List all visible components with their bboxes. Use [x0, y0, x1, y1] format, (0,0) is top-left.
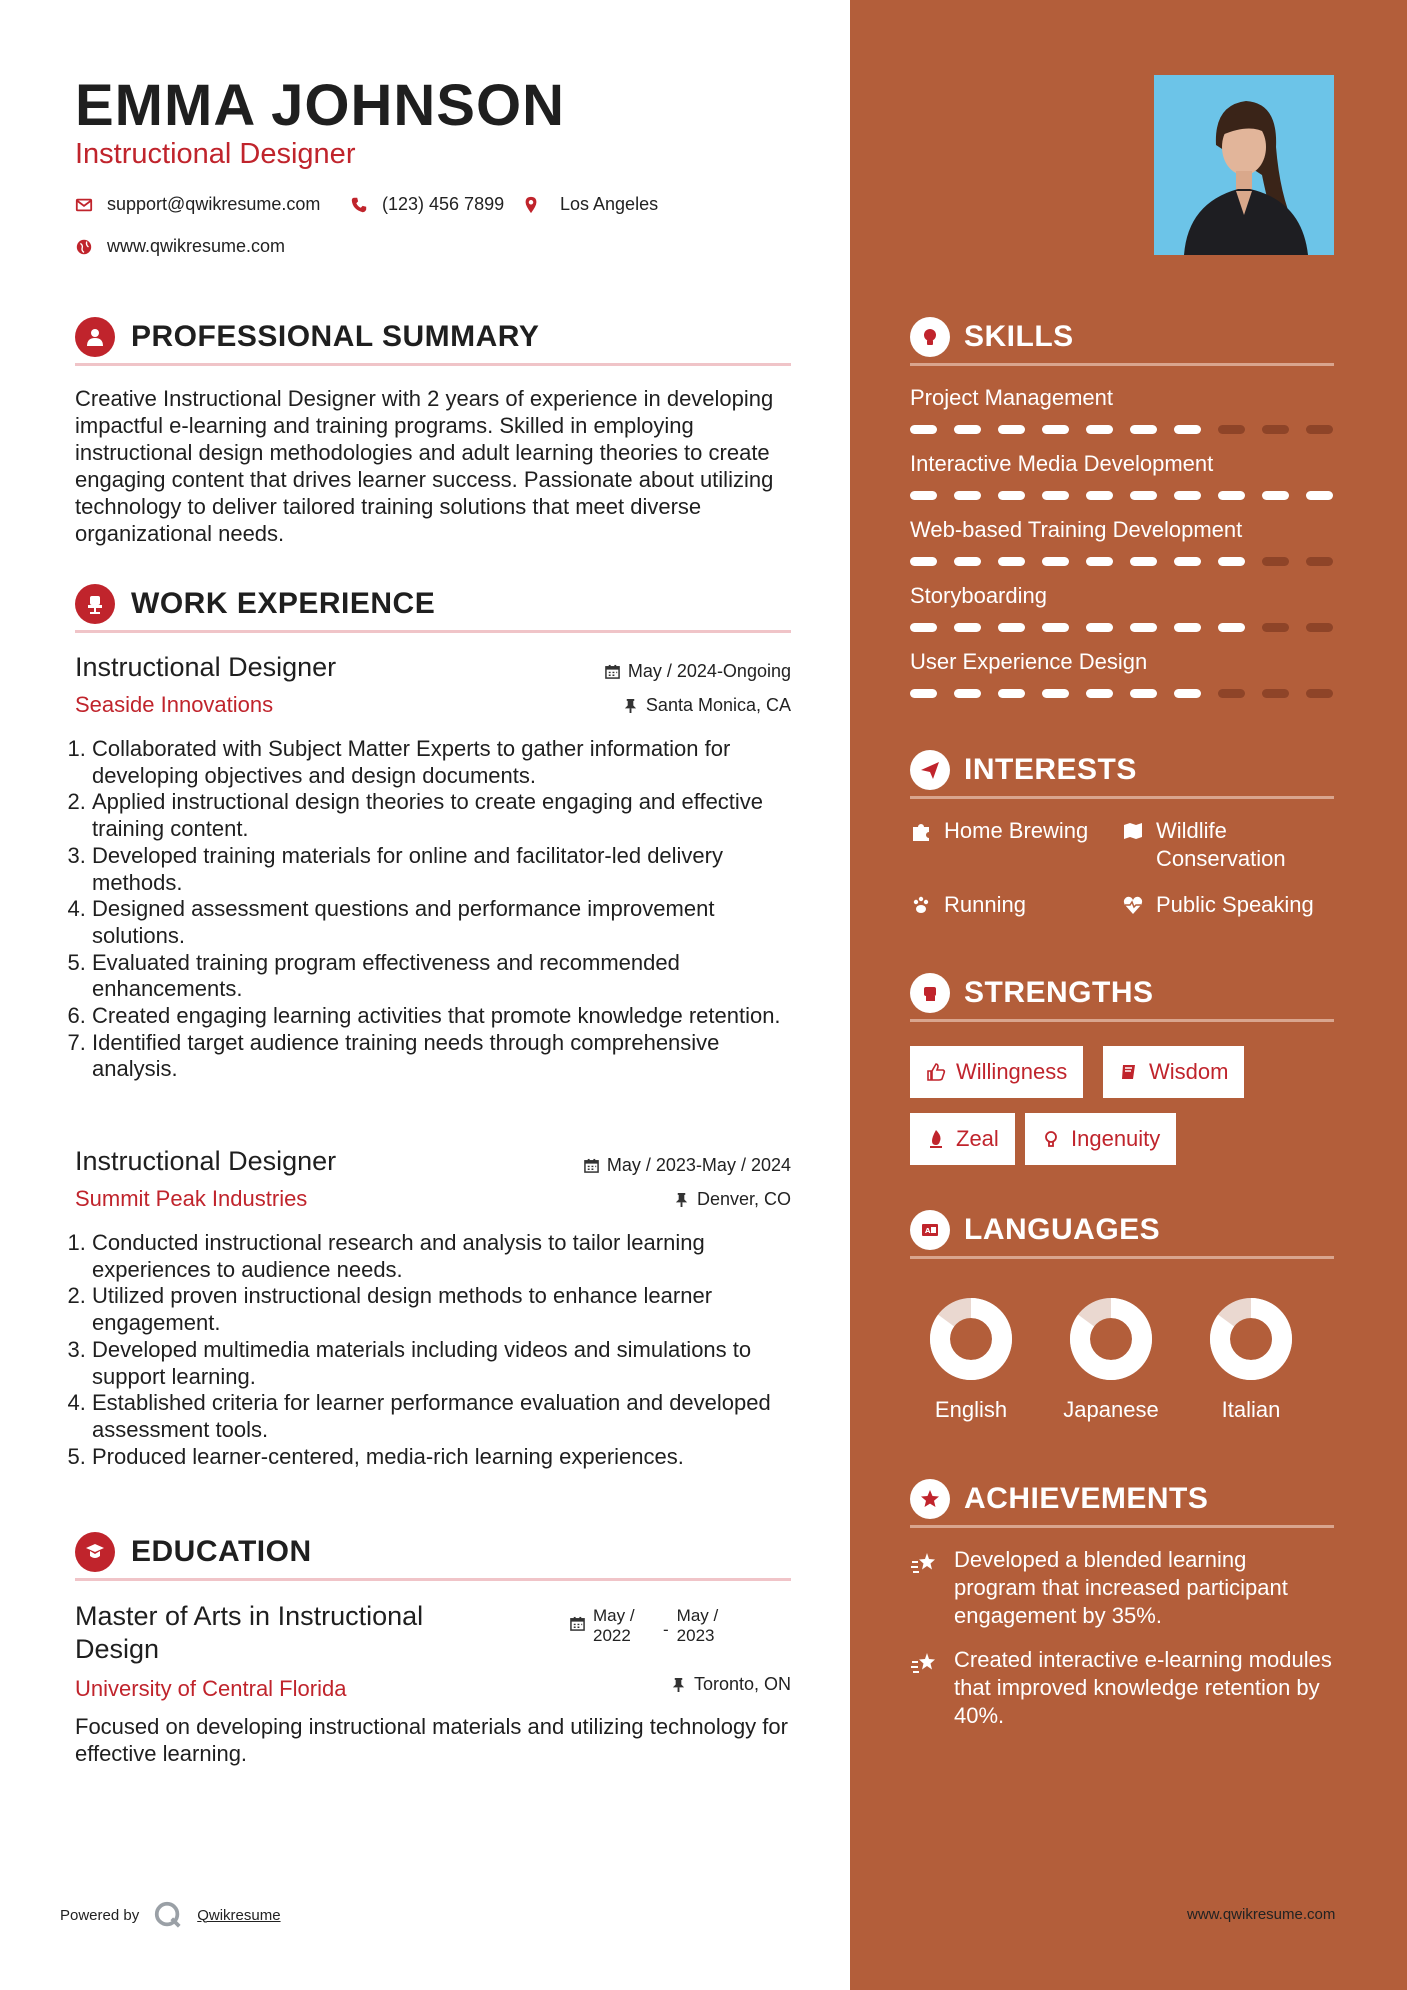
phone-icon	[350, 196, 368, 214]
interest-item: Running	[910, 891, 1026, 919]
company-name: Summit Peak Industries	[75, 1186, 308, 1211]
summary-text: Creative Instructional Designer with 2 years of experience in developing impactful e-learning and training programs. Skilled in employing instructional design methodologies and adult learning theories to create engaging content that drives learner success. Passionate about utilizing technology to deliver tailored training solutions that meet diverse organizational needs.	[75, 386, 774, 546]
job-title: Instructional Designer	[75, 1146, 337, 1176]
lightbulb-icon	[910, 317, 950, 357]
interest-item: Wildlife Conservation	[1122, 817, 1334, 873]
skill-dash-filled	[1042, 557, 1069, 566]
education-title: EDUCATION	[131, 1535, 312, 1568]
skills-divider	[910, 363, 1334, 366]
list-item: 5. Produced learner-centered, media-rich learning experiences.	[92, 1444, 792, 1471]
skills-header	[910, 311, 1334, 363]
qwikresume-link[interactable]: Qwikresume	[197, 1906, 281, 1924]
strengths-title: STRENGTHS	[964, 976, 1154, 1009]
skill-bar	[910, 623, 1334, 633]
skill-dash-filled	[1042, 425, 1069, 434]
skill-bar	[910, 689, 1334, 699]
skill-dash-filled	[1174, 623, 1201, 632]
heartbeat-icon	[1122, 894, 1144, 916]
achievement-item: Created interactive e-learning modules that improved knowledge retention by 40%.	[910, 1646, 1334, 1730]
skill-dash-filled	[1174, 491, 1201, 500]
profile-photo	[1154, 75, 1334, 255]
skill-dash-filled	[1130, 557, 1157, 566]
list-item: 6. Created engaging learning activities that promote knowledge retention.	[92, 1003, 792, 1030]
skills-title: SKILLS	[964, 320, 1074, 353]
paper-plane-icon	[910, 750, 950, 790]
candidate-role: Instructional Designer	[75, 138, 356, 170]
list-item: 4. Established criteria for learner performance evaluation and developed assessment tools.	[92, 1390, 792, 1443]
skill-dash-filled	[1086, 491, 1113, 500]
skill-dash-filled	[1086, 425, 1113, 434]
user-icon	[75, 317, 115, 357]
language-label: English	[934, 1397, 1008, 1422]
paw-icon	[910, 894, 932, 916]
skill-dash-filled	[1130, 491, 1157, 500]
star-icon	[910, 1479, 950, 1519]
globe-icon	[75, 238, 93, 256]
skill-bar	[910, 557, 1334, 567]
strength-chip: Ingenuity	[1025, 1113, 1176, 1165]
skill-label: Storyboarding	[910, 583, 1047, 608]
skill-label: Interactive Media Development	[910, 451, 1214, 476]
skill-dash-filled	[1174, 425, 1201, 434]
job-date: May / 2024-Ongoing	[605, 661, 791, 682]
fire-icon	[926, 1129, 946, 1149]
skill-dash-filled	[910, 425, 937, 434]
skill-dash-empty	[1306, 557, 1333, 566]
list-item: 2. Applied instructional design theories to create engaging and effective training content.	[92, 789, 792, 842]
skill-dash-filled	[910, 689, 937, 698]
company-name: Seaside Innovations	[75, 692, 274, 717]
pushpin-icon	[623, 698, 638, 713]
list-item: 4. Designed assessment questions and performance improvement solutions.	[92, 896, 792, 949]
skill-dash-filled	[1262, 491, 1289, 500]
skill-dash-filled	[1174, 557, 1201, 566]
location-text: Los Angeles	[560, 194, 659, 214]
education-location: Toronto, ON	[671, 1674, 791, 1695]
skill-dash-filled	[954, 425, 981, 434]
job-title: Instructional Designer	[75, 652, 337, 682]
list-item: 3. Developed multimedia materials including videos and simulations to support learning.	[92, 1337, 792, 1390]
candidate-name: EMMA JOHNSON	[75, 73, 565, 138]
degree-title: Master of Arts in Instructional Design	[75, 1601, 424, 1664]
calendar-icon	[584, 1158, 599, 1173]
skill-dash-filled	[954, 689, 981, 698]
languages-title: LANGUAGES	[964, 1213, 1161, 1246]
calendar-icon	[605, 664, 620, 679]
language-ring-english	[928, 1296, 1014, 1382]
strength-chip: Wisdom	[1103, 1046, 1244, 1098]
skill-dash-empty	[1306, 623, 1333, 632]
school-name: University of Central Florida	[75, 1676, 347, 1701]
skill-dash-filled	[910, 623, 937, 632]
skill-dash-empty	[1218, 689, 1245, 698]
list-item: 5. Evaluated training program effectiveness and recommended enhancements.	[92, 950, 792, 1003]
contact-email[interactable]	[75, 194, 320, 215]
achievements-divider	[910, 1525, 1334, 1528]
language-label: Japanese	[1063, 1397, 1159, 1422]
education-header	[75, 1526, 791, 1578]
map-pin-icon	[522, 196, 540, 214]
skill-dash-filled	[910, 557, 937, 566]
education-start: May / 2022	[593, 1606, 635, 1645]
footer-powered-by: Powered by Qwikresume	[60, 1900, 281, 1930]
list-item: 1. Conducted instructional research and analysis to tailor learning experiences to audience needs.	[92, 1230, 792, 1283]
education-end: May / 2023	[676, 1606, 719, 1645]
list-item: 3. Developed training materials for online and facilitator-led delivery methods.	[92, 843, 792, 896]
shooting-star-icon	[910, 1648, 940, 1678]
office-chair-icon	[75, 584, 115, 624]
puzzle-icon	[910, 820, 932, 842]
skill-dash-filled	[1130, 425, 1157, 434]
email-text: support@qwikresume.com	[107, 194, 321, 214]
skill-dash-filled	[1306, 491, 1333, 500]
footer-website[interactable]: www.qwikresume.com	[1187, 1906, 1336, 1923]
website-text: www.qwikresume.com	[107, 236, 286, 256]
skill-dash-filled	[1086, 557, 1113, 566]
map-icon	[1122, 820, 1144, 842]
strength-chip: Zeal	[910, 1113, 1015, 1165]
skill-label: User Experience Design	[910, 649, 1148, 674]
list-item: 7. Identified target audience training needs through comprehensive analysis.	[92, 1030, 792, 1083]
skill-dash-filled	[1086, 623, 1113, 632]
summary-header	[75, 311, 791, 363]
date-separator: -	[663, 1620, 669, 1639]
skill-dash-filled	[1130, 689, 1157, 698]
job-location-row	[75, 695, 791, 721]
pushpin-icon	[674, 1192, 689, 1207]
achievements-title: ACHIEVEMENTS	[964, 1482, 1209, 1515]
job-date-row	[75, 1155, 791, 1181]
work-title: WORK EXPERIENCE	[131, 587, 436, 620]
skill-dash-filled	[1218, 557, 1245, 566]
language-icon	[910, 1210, 950, 1250]
shooting-star-icon	[910, 1548, 940, 1578]
skill-dash-empty	[1306, 689, 1333, 698]
job-location-row	[75, 1189, 791, 1215]
education-location-row	[75, 1674, 791, 1700]
interests-title: INTERESTS	[964, 753, 1137, 786]
job-bullets	[92, 736, 792, 1083]
skill-dash-filled	[1218, 623, 1245, 632]
skill-dash-filled	[910, 491, 937, 500]
contact-location	[522, 194, 658, 215]
skill-dash-empty	[1306, 425, 1333, 434]
skill-label: Web-based Training Development	[910, 517, 1243, 542]
skill-bar	[910, 491, 1334, 501]
achievements-header	[910, 1473, 1334, 1525]
contact-phone[interactable]	[350, 194, 504, 215]
skill-dash-filled	[1042, 623, 1069, 632]
skill-dash-empty	[1262, 689, 1289, 698]
strengths-header	[910, 967, 1334, 1019]
skill-bar	[910, 425, 1334, 435]
book-icon	[1119, 1062, 1139, 1082]
education-divider	[75, 1578, 791, 1581]
skill-dash-empty	[1262, 557, 1289, 566]
strength-chip: Willingness	[910, 1046, 1083, 1098]
skill-dash-filled	[998, 689, 1025, 698]
language-ring-japanese	[1068, 1296, 1154, 1382]
job-date-row	[75, 661, 791, 687]
interests-header	[910, 744, 1334, 796]
interest-item: Public Speaking	[1122, 891, 1314, 919]
interest-item: Home Brewing	[910, 817, 1088, 845]
skill-dash-filled	[954, 491, 981, 500]
languages-divider	[910, 1256, 1334, 1259]
phone-text: (123) 456 7899	[382, 194, 505, 214]
summary-divider	[75, 363, 791, 366]
job-location: Denver, CO	[674, 1189, 791, 1210]
strengths-divider	[910, 1019, 1334, 1022]
achievement-item: Developed a blended learning program that increased participant engagement by 35%.	[910, 1546, 1334, 1630]
skill-label: Project Management	[910, 385, 1113, 410]
skill-dash-filled	[998, 557, 1025, 566]
skill-dash-filled	[954, 557, 981, 566]
education-description: Focused on developing instructional materials and utilizing technology for effective learning.	[75, 1714, 788, 1766]
work-header	[75, 578, 791, 630]
interests-divider	[910, 796, 1334, 799]
skill-dash-empty	[1262, 425, 1289, 434]
svg-text:A: A	[925, 1227, 931, 1235]
skill-dash-filled	[1174, 689, 1201, 698]
list-item: 1. Collaborated with Subject Matter Experts to gather information for developing objectives and design documents.	[92, 736, 792, 789]
skill-dash-filled	[1042, 491, 1069, 500]
skill-dash-filled	[998, 623, 1025, 632]
skill-dash-filled	[998, 425, 1025, 434]
lightbulb-outline-icon	[1041, 1129, 1061, 1149]
calendar-icon	[570, 1616, 585, 1631]
envelope-icon	[75, 196, 93, 214]
skill-dash-filled	[1042, 689, 1069, 698]
skill-dash-filled	[1218, 491, 1245, 500]
fist-icon	[910, 973, 950, 1013]
education-dates	[570, 1606, 718, 1646]
job-date: May / 2023-May / 2024	[584, 1155, 791, 1176]
pushpin-icon	[671, 1677, 686, 1692]
job-location: Santa Monica, CA	[623, 695, 791, 716]
list-item: 2. Utilized proven instructional design methods to enhance learner engagement.	[92, 1283, 792, 1336]
contact-website[interactable]	[75, 236, 285, 257]
language-label: Italian	[1221, 1397, 1281, 1422]
graduation-icon	[75, 1532, 115, 1572]
skill-dash-filled	[954, 623, 981, 632]
skill-dash-empty	[1218, 425, 1245, 434]
languages-header	[910, 1204, 1334, 1256]
skill-dash-empty	[1262, 623, 1289, 632]
skill-dash-filled	[1130, 623, 1157, 632]
skill-dash-filled	[998, 491, 1025, 500]
skill-dash-filled	[1086, 689, 1113, 698]
job-bullets	[92, 1230, 792, 1470]
work-divider	[75, 630, 791, 633]
summary-title: PROFESSIONAL SUMMARY	[131, 320, 540, 353]
qwikresume-logo-icon	[153, 1900, 183, 1930]
language-ring-italian	[1208, 1296, 1294, 1382]
thumbs-up-icon	[926, 1062, 946, 1082]
